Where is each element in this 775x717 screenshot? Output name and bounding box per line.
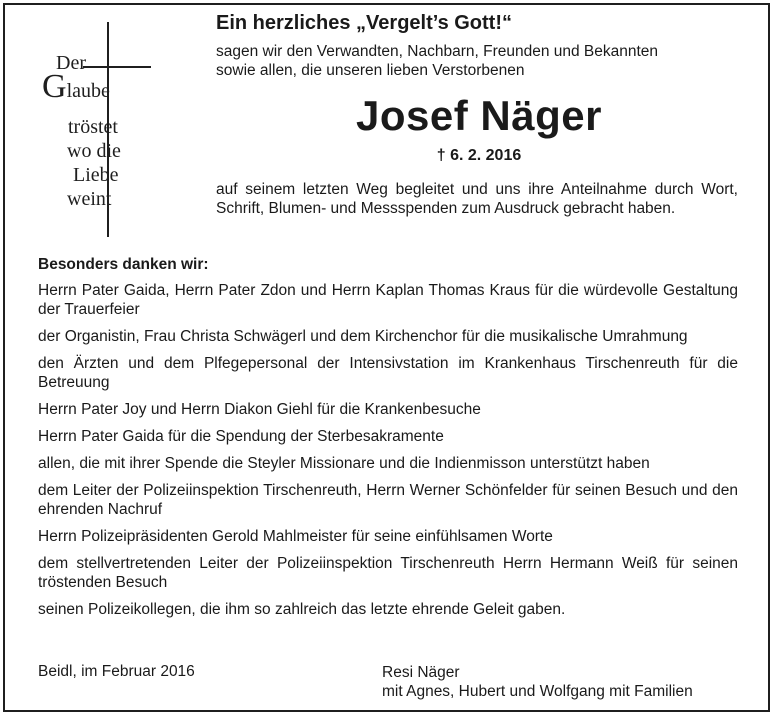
- intro-line-2: sowie allen, die unseren lieben Verstorbenen: [216, 62, 525, 79]
- list-item: den Ärzten und dem Plfegepersonal der Intensivstation im Krankenhaus Tirschenreuth für die Betreuung: [38, 355, 738, 391]
- poem-line-1: Der: [56, 52, 86, 74]
- poem-line-3: tröstet: [68, 116, 118, 138]
- list-item: Herrn Polizeipräsidenten Gerold Mahlmeister für seine einfühlsamen Worte: [38, 528, 553, 545]
- poem-line-2: Glaube: [42, 68, 110, 105]
- poem-line-6: weint: [67, 188, 112, 210]
- signature-line-2: mit Agnes, Hubert und Wolfgang mit Familien: [382, 683, 693, 700]
- signature-line-1: Resi Näger: [382, 664, 460, 681]
- list-item: seinen Polizeikollegen, die ihm so zahlreich das letzte ehrende Geleit gaben.: [38, 601, 566, 618]
- list-item: Herrn Pater Gaida für die Spendung der Sterbesakramente: [38, 428, 444, 445]
- signature: [382, 663, 693, 701]
- poem-line-5: Liebe: [73, 164, 119, 186]
- special-thanks-heading: Besonders danken wir:: [38, 256, 209, 273]
- list-item: Herrn Pater Joy und Herrn Diakon Giehl für die Krankenbesuche: [38, 401, 481, 418]
- list-item: allen, die mit ihrer Spende die Steyler Missionare und die Indienmisson unterstützt haben: [38, 455, 650, 472]
- journey-text: auf seinem letzten Weg begleitet und uns ihre Anteilnahme durch Wort, Schrift, Blumen- und Messspenden zum Ausdruck gebracht haben.: [216, 181, 738, 217]
- death-date: † 6. 2. 2016: [436, 147, 522, 164]
- poem-line-4: wo die: [67, 140, 121, 162]
- intro-text: [216, 42, 658, 80]
- cross-icon-beam: [83, 66, 151, 68]
- special-thanks-list: [38, 281, 738, 627]
- intro-line-1: sagen wir den Verwandten, Nachbarn, Freunden und Bekannten: [216, 43, 659, 60]
- thanks-title: Ein herzliches „Vergelt’s Gott!“: [216, 12, 512, 34]
- deceased-name: Josef Näger: [356, 92, 602, 139]
- list-item: Herrn Pater Gaida, Herrn Pater Zdon und Herrn Kaplan Thomas Kraus für die würdevolle Gestaltung der Trauerfeier: [38, 282, 738, 318]
- list-item: dem stellvertretenden Leiter der Polizeiinspektion Tirschenreuth Herrn Hermann Weiß für seinen tröstenden Besuch: [38, 555, 738, 591]
- list-item: dem Leiter der Polizeiinspektion Tirschenreuth, Herrn Werner Schönfelder für seinen Besuch und den ehrenden Nachruf: [38, 482, 738, 518]
- place-date: Beidl, im Februar 2016: [38, 663, 195, 680]
- cross-poem-emblem: [40, 20, 155, 240]
- list-item: der Organistin, Frau Christa Schwägerl und dem Kirchenchor für die musikalische Umrahmung: [38, 328, 688, 345]
